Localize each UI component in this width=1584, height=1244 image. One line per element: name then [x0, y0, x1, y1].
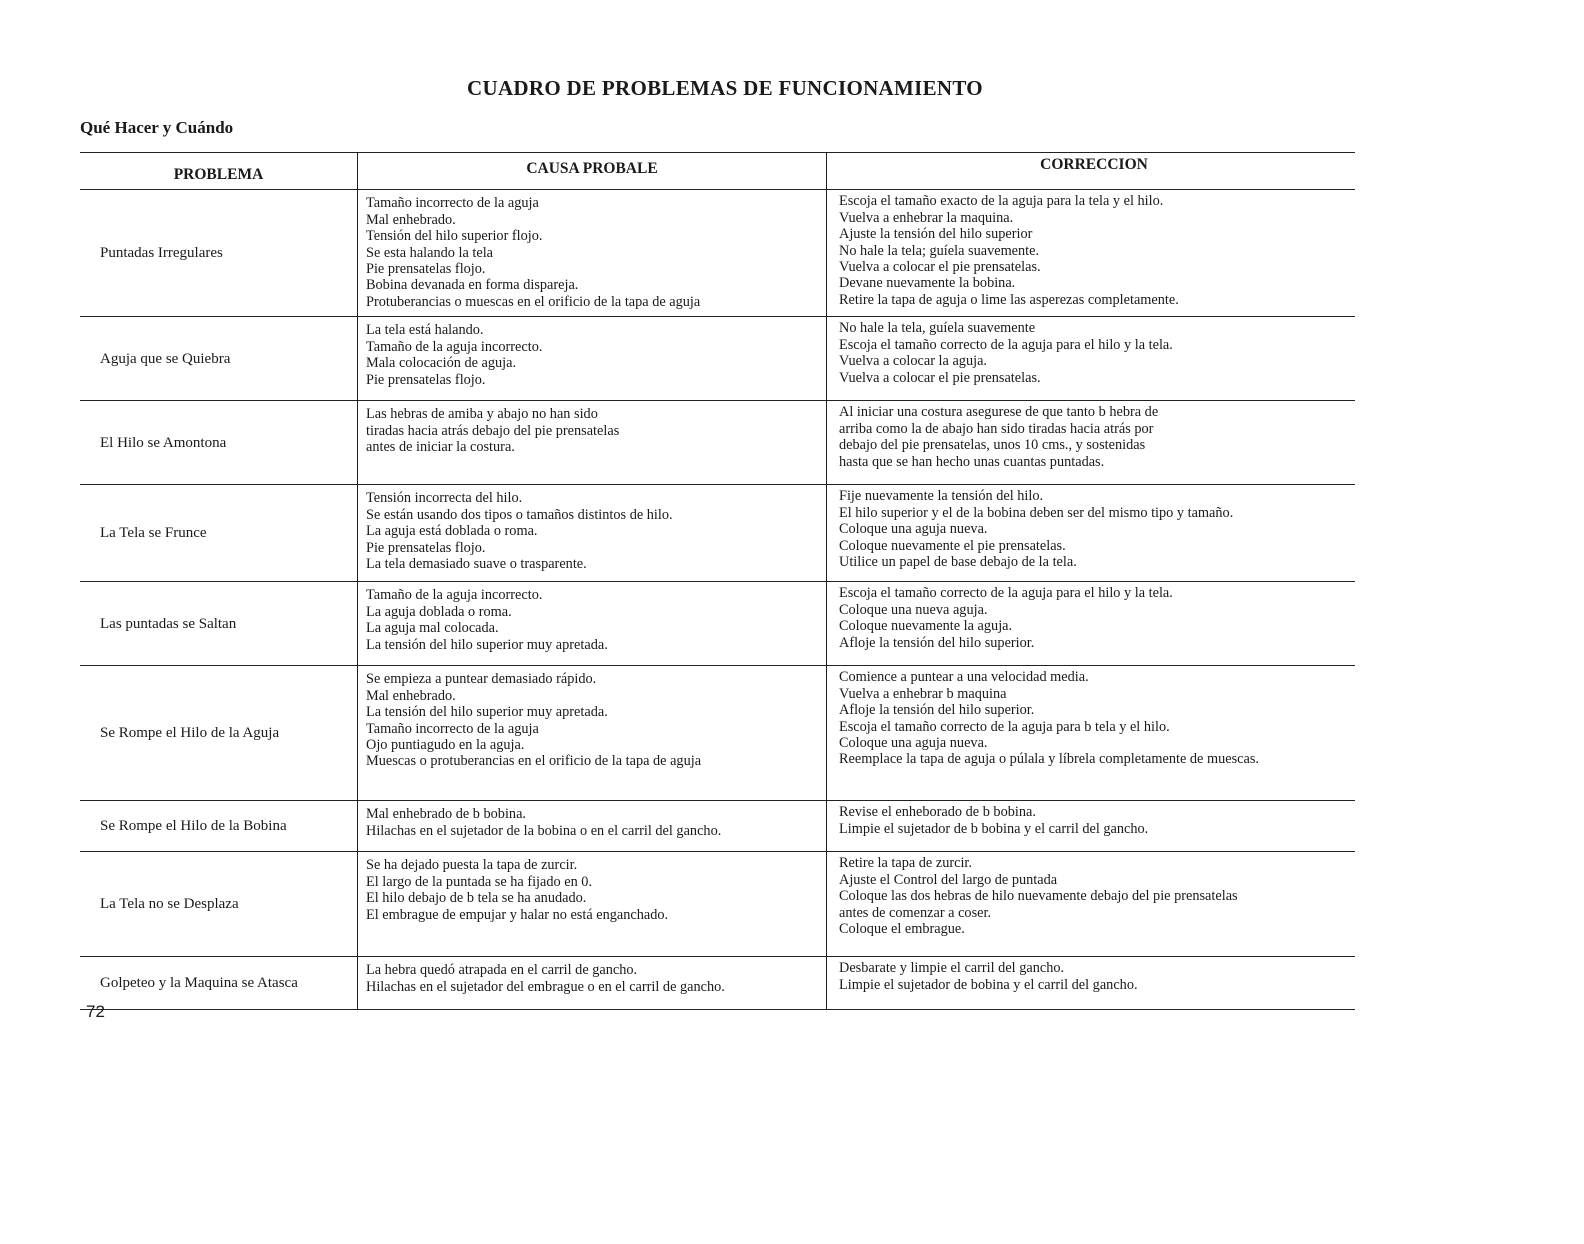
fix-line: Utilice un papel de base debajo de la tela. — [839, 554, 1077, 571]
table-row — [80, 582, 1355, 666]
fix-line: Fije nuevamente la tensión del hilo. — [839, 488, 1044, 505]
fix-cell — [827, 485, 1355, 581]
page-subtitle: Qué Hacer y Cuándo — [80, 118, 234, 137]
problem-cell: Puntadas Irregulares — [100, 245, 223, 262]
table-row — [80, 317, 1355, 401]
cause-line: La tensión del hilo superior muy apretada. — [366, 636, 608, 653]
problem-cell: Se Rompe el Hilo de la Aguja — [100, 725, 280, 742]
fix-line: No hale la tela; guíela suavemente. — [839, 242, 1040, 259]
cause-line: Tensión incorrecta del hilo. — [366, 490, 523, 507]
table-header-row — [80, 153, 1355, 190]
cause-line: Se empieza a puntear demasiado rápido. — [366, 671, 597, 688]
cause-line: La tela está halando. — [366, 322, 484, 339]
cause-cell — [357, 582, 827, 665]
problem-cell: El Hilo se Amontona — [100, 434, 227, 451]
fix-cell — [827, 190, 1355, 316]
fix-cell — [827, 666, 1355, 800]
table-row — [80, 852, 1355, 957]
cause-cell — [357, 666, 827, 800]
problem-cell: Aguja que se Quiebra — [100, 350, 231, 367]
fix-cell — [827, 317, 1355, 400]
problem-cell: Golpeteo y la Maquina se Atasca — [100, 975, 298, 992]
fix-line: Desbarate y limpie el carril del gancho. — [839, 960, 1065, 977]
cause-line: El largo de la puntada se ha fijado en 0. — [366, 873, 593, 890]
cause-line: Tamaño incorrecto de la aguja — [366, 195, 539, 212]
cause-line: Mala colocación de aguja. — [366, 355, 517, 372]
cause-line: antes de iniciar la costura. — [366, 439, 515, 456]
fix-cell — [827, 801, 1355, 851]
cause-cell — [357, 801, 827, 851]
fix-line: Coloque una nueva aguja. — [839, 601, 988, 618]
fix-line: Limpie el sujetador de bobina y el carril del gancho. — [839, 976, 1138, 993]
fix-line: Reemplace la tapa de aguja o púlala y líbrela completamente de muescas. — [839, 751, 1259, 768]
header-cause: CAUSA PROBALE — [357, 153, 827, 189]
cause-line: Mal enhebrado. — [366, 211, 456, 228]
fix-line: Revise el enheborado de b bobina. — [839, 804, 1036, 821]
problem-cell: La Tela no se Desplaza — [100, 896, 239, 913]
cause-line: Se están usando dos tipos o tamaños distintos de hilo. — [366, 506, 673, 523]
fix-cell — [827, 957, 1355, 1009]
header-fix: CORRECCION — [1040, 156, 1148, 173]
fix-line: Coloque el embrague. — [839, 921, 965, 938]
cause-line: El embrague de empujar y halar no está enganchado. — [366, 906, 669, 923]
cause-line: Protuberancias o muescas en el orificio de la tapa de aguja — [366, 293, 701, 310]
cause-line: La aguja doblada o roma. — [366, 603, 512, 620]
cause-line: Mal enhebrado. — [366, 687, 456, 704]
cause-line: Tensión del hilo superior flojo. — [366, 228, 543, 245]
fix-line: hasta que se han hecho unas cuantas puntadas. — [839, 453, 1105, 470]
cause-line: Tamaño de la aguja incorrecto. — [366, 587, 543, 604]
fix-line: Coloque nuevamente el pie prensatelas. — [839, 537, 1066, 554]
table-body — [80, 190, 1355, 1010]
table-row — [80, 801, 1355, 852]
fix-line: Ajuste el Control del largo de puntada — [839, 871, 1058, 888]
cause-cell — [357, 317, 827, 400]
problem-cell: Se Rompe el Hilo de la Bobina — [100, 818, 287, 835]
fix-line: Vuelva a enhebrar la maquina. — [839, 209, 1014, 226]
table-row — [80, 957, 1355, 1010]
fix-cell — [827, 852, 1355, 956]
fix-line: debajo del pie prensatelas, unos 10 cms., y sostenidas — [839, 437, 1146, 454]
fix-line: Vuelva a colocar la aguja. — [839, 353, 987, 370]
cause-line: La aguja mal colocada. — [366, 620, 499, 637]
cause-line: Pie prensatelas flojo. — [366, 539, 486, 556]
cause-cell — [357, 852, 827, 956]
fix-line: Devane nuevamente la bobina. — [839, 275, 1016, 292]
problem-cell: La Tela se Frunce — [100, 525, 207, 542]
cause-line: Hilachas en el sujetador de la bobina o en el carril del gancho. — [366, 822, 722, 839]
fix-line: Afloje la tensión del hilo superior. — [839, 702, 1035, 719]
cause-line: La hebra quedó atrapada en el carril de gancho. — [366, 962, 638, 979]
fix-line: arriba como la de abajo han sido tiradas hacia atrás por — [839, 420, 1154, 437]
cause-line: Se ha dejado puesta la tapa de zurcir. — [366, 857, 578, 874]
fix-line: Escoja el tamaño correcto de la aguja para el hilo y la tela. — [839, 585, 1173, 602]
cause-line: Pie prensatelas flojo. — [366, 371, 486, 388]
fix-line: antes de comenzar a coser. — [839, 904, 992, 921]
fix-line: Coloque una aguja nueva. — [839, 735, 988, 752]
fix-line: Retire la tapa de zurcir. — [839, 855, 972, 872]
fix-line: No hale la tela, guíela suavemente — [839, 320, 1036, 337]
cause-line: Bobina devanada en forma dispareja. — [366, 277, 579, 294]
cause-cell — [357, 957, 827, 1009]
fix-cell — [827, 401, 1355, 484]
cause-line: Muescas o protuberancias en el orificio de la tapa de aguja — [366, 753, 702, 770]
fix-line: Escoja el tamaño exacto de la aguja para la tela y el hilo. — [839, 193, 1164, 210]
cause-line: La tensión del hilo superior muy apretada. — [366, 704, 608, 721]
cause-line: Se esta halando la tela — [366, 244, 494, 261]
fix-line: Limpie el sujetador de b bobina y el carril del gancho. — [839, 820, 1149, 837]
table-row — [80, 401, 1355, 485]
cause-line: Pie prensatelas flojo. — [366, 261, 486, 278]
troubleshooting-table — [80, 152, 1355, 1010]
fix-line: El hilo superior y el de la bobina deben ser del mismo tipo y tamaño. — [839, 504, 1234, 521]
cause-line: Tamaño de la aguja incorrecto. — [366, 338, 543, 355]
cause-cell — [357, 190, 827, 316]
fix-line: Vuelva a enhebrar b maquina — [839, 685, 1007, 702]
fix-line: Al iniciar una costura asegurese de que tanto b hebra de — [839, 404, 1159, 421]
fix-line: Coloque una aguja nueva. — [839, 521, 988, 538]
cause-cell — [357, 485, 827, 581]
cause-line: Las hebras de amiba y abajo no han sido — [366, 406, 598, 423]
fix-line: Comience a puntear a una velocidad media. — [839, 669, 1089, 686]
page-title: CUADRO DE PROBLEMAS DE FUNCIONAMIENTO — [467, 76, 983, 100]
cause-line: La tela demasiado suave o trasparente. — [366, 556, 587, 573]
cause-cell — [357, 401, 827, 484]
fix-line: Ajuste la tensión del hilo superior — [839, 226, 1033, 243]
page-number: 72 — [86, 1002, 105, 1021]
cause-line: Tamaño incorrecto de la aguja — [366, 720, 539, 737]
table-row — [80, 485, 1355, 582]
fix-line: Vuelva a colocar el pie prensatelas. — [839, 259, 1041, 276]
fix-line: Escoja el tamaño correcto de la aguja para b tela y el hilo. — [839, 718, 1170, 735]
fix-line: Escoja el tamaño correcto de la aguja para el hilo y la tela. — [839, 336, 1173, 353]
cause-line: Ojo puntiagudo en la aguja. — [366, 737, 525, 754]
cause-line: Mal enhebrado de b bobina. — [366, 806, 526, 823]
fix-line: Afloje la tensión del hilo superior. — [839, 634, 1035, 651]
fix-line: Coloque las dos hebras de hilo nuevamente debajo del pie prensatelas — [839, 888, 1238, 905]
fix-line: Retire la tapa de aguja o lime las asperezas completamente. — [839, 291, 1179, 308]
table-row — [80, 190, 1355, 317]
cause-line: La aguja está doblada o roma. — [366, 523, 538, 540]
problem-cell: Las puntadas se Saltan — [100, 615, 237, 632]
fix-cell — [827, 582, 1355, 665]
cause-line: tiradas hacia atrás debajo del pie prensatelas — [366, 422, 620, 439]
cause-line: El hilo debajo de b tela se ha anudado. — [366, 890, 587, 907]
header-problem: PROBLEMA — [173, 166, 264, 183]
cause-line: Hilachas en el sujetador del embrague o en el carril de gancho. — [366, 978, 725, 995]
fix-line: Vuelva a colocar el pie prensatelas. — [839, 369, 1041, 386]
fix-line: Coloque nuevamente la aguja. — [839, 618, 1013, 635]
table-row — [80, 666, 1355, 801]
